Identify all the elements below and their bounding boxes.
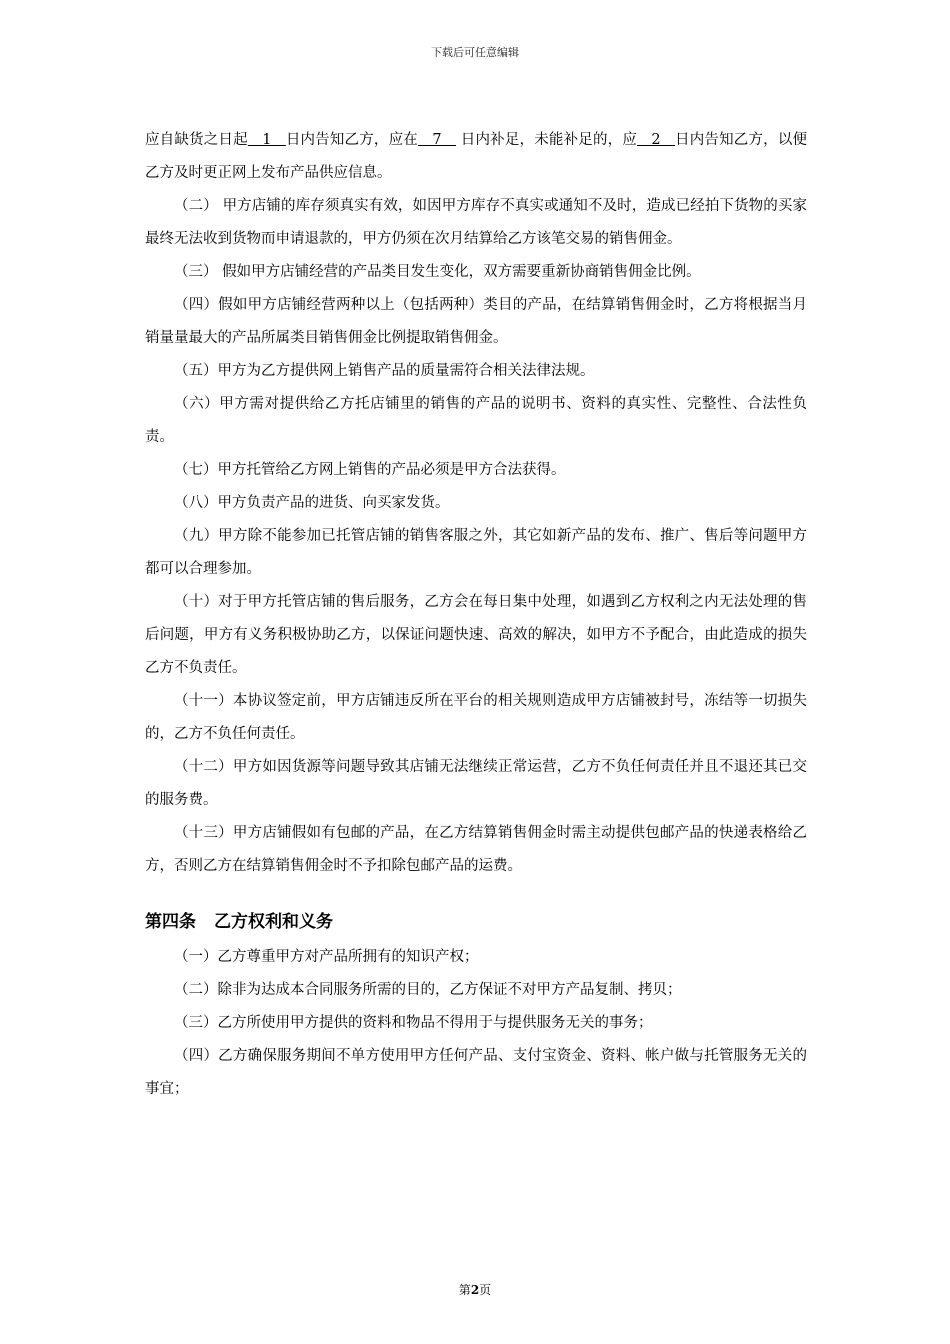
page-header: 下载后可任意编辑 [431, 46, 519, 59]
clause-5: （五）甲方为乙方提供网上销售产品的质量需符合相关法律法规。 [174, 363, 595, 379]
page-footer [0, 1281, 950, 1298]
clause-11: （十一）本协议签定前，甲方店铺违反所在平台的相关规则造成甲方店铺被封号，冻结等一切损失的，乙方不负任何责任。 [145, 693, 807, 742]
days-blank-1: 1 [247, 132, 286, 148]
document-body [145, 124, 807, 1106]
clause-8: （八）甲方负责产品的进货、向买家发货。 [174, 495, 450, 511]
days-blank-2: 7 [417, 132, 456, 148]
clause-12: （十二）甲方如因货源等问题导致其店铺无法继续正常运营，乙方不负任何责任并且不退还其已交的服务费。 [145, 759, 807, 808]
clause-13: （十三）甲方店铺假如有包邮的产品，在乙方结算销售佣金时需主动提供包邮产品的快递表格给乙方，否则乙方在结算销售佣金时不予扣除包邮产品的运费。 [145, 825, 807, 874]
clause-6: （六）甲方需对提供给乙方托店铺里的销售的产品的说明书、资料的真实性、完整性、合法性负责。 [145, 396, 807, 445]
section-4-clause-4: （四）乙方确保服务期间不单方使用甲方任何产品、支付宝资金、资料、帐户做与托管服务无关的事宜； [145, 1048, 807, 1097]
clause-3: （三） 假如甲方店铺经营的产品类目发生变化，双方需要重新协商销售佣金比例。 [174, 264, 701, 280]
days-blank-3: 2 [637, 132, 676, 148]
intro-text-3: 日内补足，未能补足的，应 [455, 132, 638, 148]
section-4-number: 第四条 [145, 912, 196, 932]
page-number: 2 [470, 1283, 480, 1297]
section-4-clause-2: （二）除非为达成本合同服务所需的目的，乙方保证不对甲方产品复制、拷贝； [174, 982, 682, 998]
clause-4: （四）假如甲方店铺经营两种以上（包括两种）类目的产品，在结算销售佣金时，乙方将根据当月销量量最大的产品所属类目销售佣金比例提取销售佣金。 [145, 297, 807, 346]
page-number-suffix: 页 [479, 1283, 492, 1297]
page-number-prefix: 第 [458, 1283, 471, 1297]
intro-paragraph [145, 124, 807, 190]
section-4-clause-3: （三）乙方所使用甲方提供的资料和物品不得用于与提供服务无关的事务； [174, 1015, 653, 1031]
clause-9: （九）甲方除不能参加已托管店铺的销售客服之外，其它如新产品的发布、推广、售后等问题甲方都可以合理参加。 [145, 528, 807, 577]
clause-10: （十）对于甲方托管店铺的售后服务，乙方会在每日集中处理，如遇到乙方权利之内无法处理的售后问题，甲方有义务积极协助乙方，以保证问题快速、高效的解决，如甲方不予配合，由此造成的损失乙方不负责任。 [145, 594, 807, 676]
intro-text-4: 日内告知乙方，以便乙方及时更正网上发布产品供应信息。 [145, 132, 808, 181]
section-4-heading [145, 906, 807, 939]
intro-text-1: 应自缺货之日起 [145, 132, 248, 148]
clause-7: （七）甲方托管给乙方网上销售的产品必须是甲方合法获得。 [174, 462, 566, 478]
clause-2: （二） 甲方店铺的库存须真实有效，如因甲方库存不真实或通知不及时，造成已经拍下货物的买家最终无法收到货物而申请退款的，甲方仍须在次月结算给乙方该笔交易的销售佣金。 [145, 198, 807, 247]
section-4-clause-1: （一）乙方尊重甲方对产品所拥有的知识产权； [174, 949, 479, 965]
intro-text-2: 日内告知乙方，应在 [285, 132, 418, 148]
section-4-title: 乙方权利和义务 [214, 912, 333, 932]
